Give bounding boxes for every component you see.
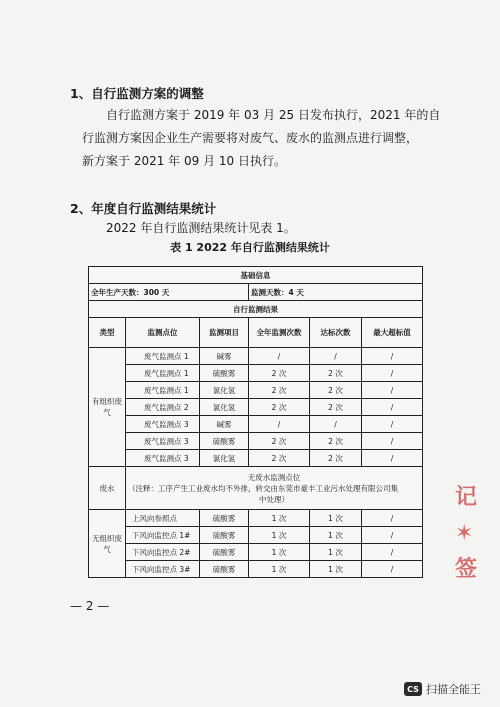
table-row: [89, 416, 423, 433]
cell-max: /: [362, 399, 423, 416]
results-title: 自行监测结果: [89, 301, 423, 318]
cell-max: /: [362, 544, 423, 561]
cell-max: /: [362, 382, 423, 399]
page-number: — 2 —: [70, 599, 110, 613]
wastewater-line-3: 中处理）: [259, 494, 290, 504]
cell-annual: 1 次: [249, 561, 310, 578]
cell-point: 下风向监控点 3#: [126, 561, 200, 578]
cell-max: /: [362, 348, 423, 365]
cell-compliant: 1 次: [310, 544, 362, 561]
scanner-watermark: [404, 680, 481, 698]
cell-max: /: [362, 561, 423, 578]
cell-max: /: [362, 450, 423, 467]
cell-compliant: 2 次: [310, 382, 362, 399]
cell-item: 硫酸雾: [200, 510, 249, 527]
table-row: [89, 527, 423, 544]
cell-item: 硫酸雾: [200, 527, 249, 544]
table-row: [89, 510, 423, 527]
table-row: [89, 544, 423, 561]
cell-annual: 1 次: [249, 544, 310, 561]
cell-max: /: [362, 416, 423, 433]
camscanner-logo-icon: CS: [404, 682, 422, 696]
table-caption: 表 1 2022 年自行监测结果统计: [170, 241, 330, 254]
table-row: [89, 399, 423, 416]
cell-point: 废气监测点 1: [126, 382, 200, 399]
cell-compliant: 2 次: [310, 365, 362, 382]
type-unorganized-gas: 无组织废气: [89, 510, 126, 578]
wastewater-note: [126, 467, 423, 510]
cell-point: 废气监测点 1: [126, 348, 200, 365]
table-row-wastewater: [89, 467, 423, 510]
wastewater-line-1: 无废水监测点位: [247, 472, 301, 482]
header-max-exceed: 最大超标值: [362, 318, 423, 348]
cell-point: 废气监测点 2: [126, 399, 200, 416]
cell-compliant: /: [310, 416, 362, 433]
cell-item: 硫酸雾: [200, 544, 249, 561]
cell-compliant: 1 次: [310, 561, 362, 578]
cell-annual: 1 次: [249, 510, 310, 527]
cell-point: 下风向监控点 2#: [126, 544, 200, 561]
header-annual-count: 全年监测次数: [249, 318, 310, 348]
header-point: 监测点位: [126, 318, 200, 348]
cell-item: 硫酸雾: [200, 433, 249, 450]
section1-heading: 1、自行监测方案的调整: [70, 86, 204, 101]
monitoring-days: 监测天数：4 天: [249, 284, 423, 301]
cell-item: 碱雾: [200, 416, 249, 433]
table-row: [89, 450, 423, 467]
wastewater-line-2: （注释：工序产生工业废水均不外排，转交由东莞市豪丰工业污水处理有限公司集: [128, 483, 398, 493]
red-seal-stamp: 记 ✶ 签: [455, 485, 478, 582]
table-row: [89, 433, 423, 450]
cell-annual: 2 次: [249, 433, 310, 450]
cell-compliant: 1 次: [310, 510, 362, 527]
cell-max: /: [362, 365, 423, 382]
type-wastewater: 废水: [89, 467, 126, 510]
cell-max: /: [362, 433, 423, 450]
section2-heading: 2、年度自行监测结果统计: [70, 201, 217, 216]
monitoring-results-table: [88, 266, 423, 578]
watermark-text: 扫描全能王: [426, 683, 481, 696]
type-organized-gas: 有组织废气: [89, 348, 126, 467]
cell-point: 下风向监控点 1#: [126, 527, 200, 544]
table-row: [89, 365, 423, 382]
section2-intro: 2022 年自行监测结果统计见表 1。: [106, 221, 296, 235]
table-row: [89, 561, 423, 578]
cell-annual: /: [249, 416, 310, 433]
cell-annual: 2 次: [249, 365, 310, 382]
cell-point: 废气监测点 3: [126, 433, 200, 450]
cell-item: 碱雾: [200, 348, 249, 365]
cell-point: 废气监测点 1: [126, 365, 200, 382]
cell-item: 氯化氢: [200, 450, 249, 467]
section1-line-3: 新方案于 2021 年 09 月 10 日执行。: [82, 154, 286, 168]
section1-line-1: 自行监测方案于 2019 年 03 月 25 日发布执行，2021 年的自: [106, 108, 441, 122]
header-type: 类型: [89, 318, 126, 348]
production-days: 全年生产天数：300 天: [89, 284, 249, 301]
cell-compliant: 2 次: [310, 450, 362, 467]
cell-item: 硫酸雾: [200, 561, 249, 578]
section1-line-2: 行监测方案因企业生产需要将对废气、废水的监测点进行调整，: [82, 131, 419, 145]
cell-item: 氯化氢: [200, 399, 249, 416]
table-row: [89, 348, 423, 365]
cell-point: 废气监测点 3: [126, 450, 200, 467]
cell-max: /: [362, 510, 423, 527]
cell-compliant: 2 次: [310, 433, 362, 450]
cell-annual: /: [249, 348, 310, 365]
header-compliant-count: 达标次数: [310, 318, 362, 348]
cell-annual: 2 次: [249, 450, 310, 467]
cell-annual: 1 次: [249, 527, 310, 544]
cell-item: 硫酸雾: [200, 365, 249, 382]
cell-compliant: /: [310, 348, 362, 365]
header-item: 监测项目: [200, 318, 249, 348]
basic-info-title: 基础信息: [89, 267, 423, 284]
cell-point: 废气监测点 3: [126, 416, 200, 433]
table-row: [89, 382, 423, 399]
cell-max: /: [362, 527, 423, 544]
cell-annual: 2 次: [249, 399, 310, 416]
cell-point: 上风向参照点: [126, 510, 200, 527]
cell-compliant: 2 次: [310, 399, 362, 416]
cell-compliant: 1 次: [310, 527, 362, 544]
cell-annual: 2 次: [249, 382, 310, 399]
cell-item: 氯化氢: [200, 382, 249, 399]
